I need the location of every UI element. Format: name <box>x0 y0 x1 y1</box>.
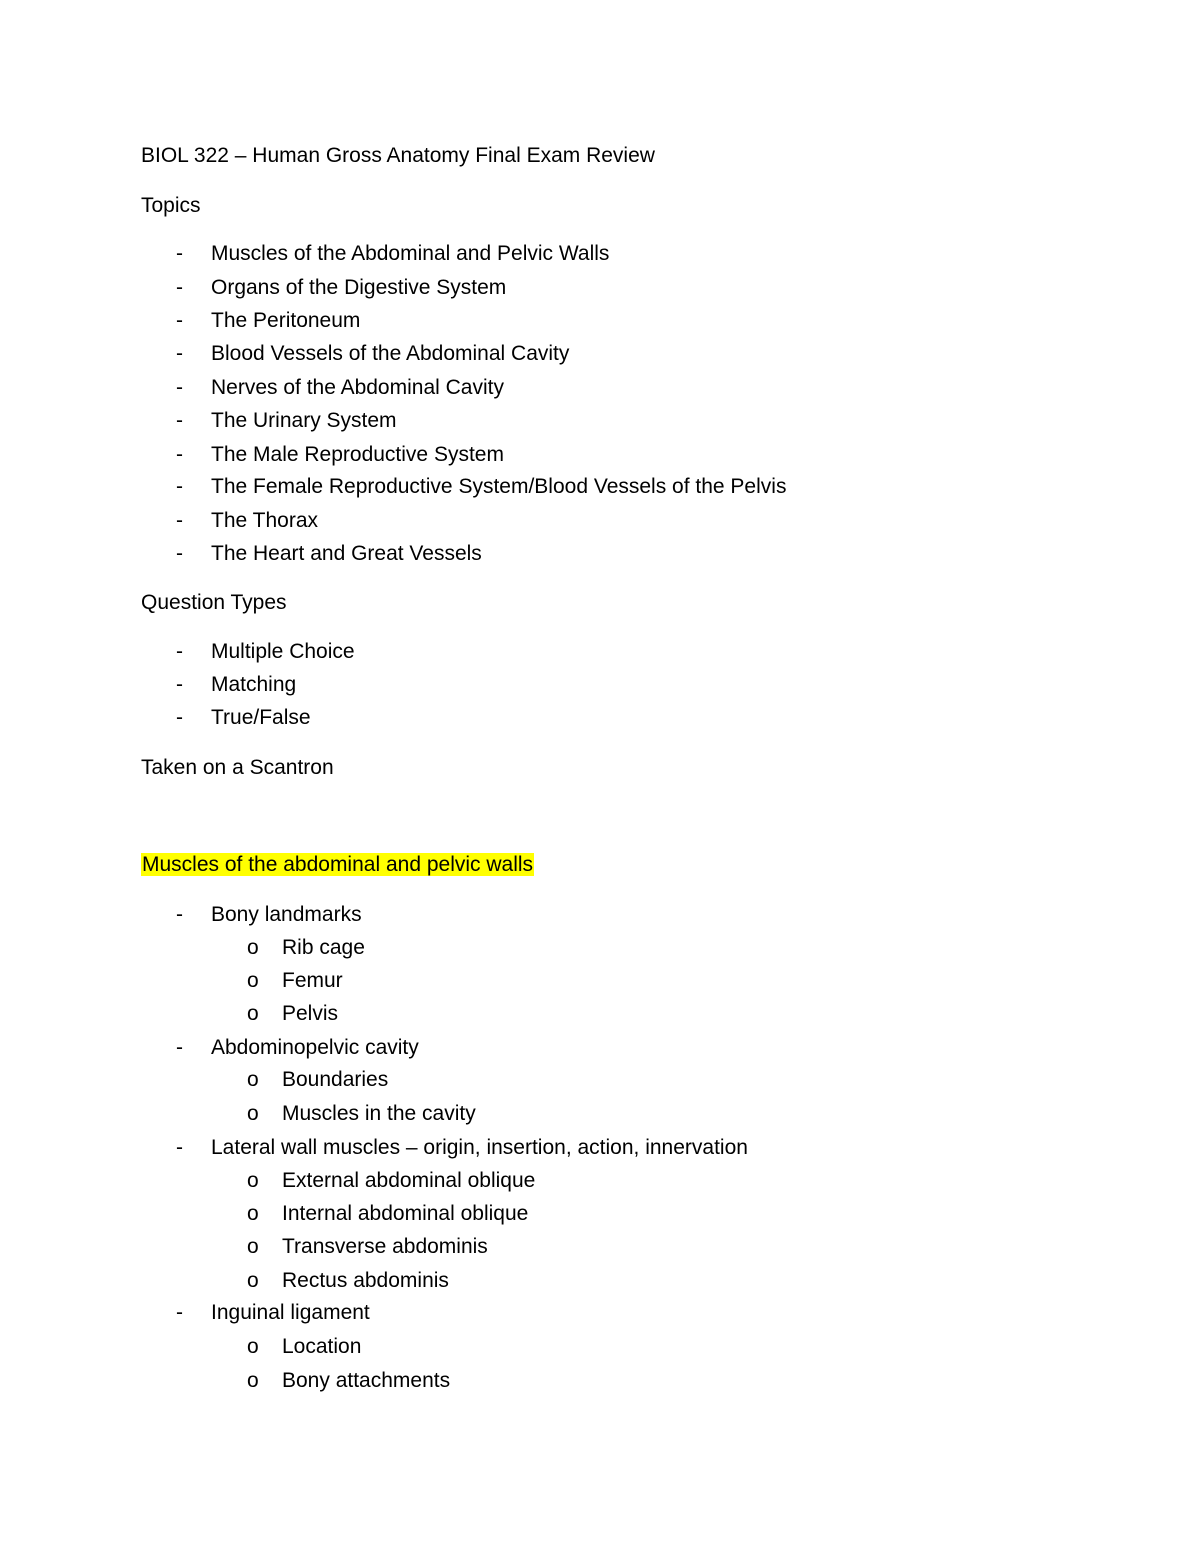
sub-bullet: o <box>247 1169 259 1192</box>
list-dash: - <box>176 342 183 365</box>
document-title: BIOL 322 – Human Gross Anatomy Final Exam Review <box>141 144 655 167</box>
highlighted-heading-text: Muscles of the abdominal and pelvic walls <box>142 853 534 876</box>
outline-subitem: Muscles in the cavity <box>282 1102 476 1125</box>
question-types-heading: Question Types <box>141 591 287 614</box>
outline-subitem: Internal abdominal oblique <box>282 1202 529 1225</box>
list-item: Matching <box>211 673 297 696</box>
outline-subitem: Pelvis <box>282 1002 339 1025</box>
sub-bullet: o <box>247 936 259 959</box>
outline-subitem: Location <box>282 1335 362 1358</box>
list-dash: - <box>176 409 183 432</box>
list-item: Muscles of the Abdominal and Pelvic Walls <box>211 242 610 265</box>
list-dash: - <box>176 1036 183 1059</box>
topics-heading: Topics <box>141 194 201 217</box>
list-dash: - <box>176 242 183 265</box>
outline-subitem: External abdominal oblique <box>282 1169 536 1192</box>
section-heading <box>141 851 534 879</box>
list-item: Organs of the Digestive System <box>211 276 507 299</box>
list-dash: - <box>176 673 183 696</box>
list-dash: - <box>176 475 183 498</box>
list-dash: - <box>176 903 183 926</box>
outline-subitem: Boundaries <box>282 1068 389 1091</box>
list-dash: - <box>176 276 183 299</box>
list-item: Multiple Choice <box>211 640 355 663</box>
list-dash: - <box>176 1301 183 1324</box>
sub-bullet: o <box>247 1235 259 1258</box>
sub-bullet: o <box>247 1068 259 1091</box>
outline-item: Abdominopelvic cavity <box>211 1036 419 1059</box>
sub-bullet: o <box>247 1202 259 1225</box>
list-item: The Female Reproductive System/Blood Vessels of the Pelvis <box>211 475 787 498</box>
sub-bullet: o <box>247 1002 259 1025</box>
list-item: The Male Reproductive System <box>211 443 504 466</box>
list-dash: - <box>176 309 183 332</box>
list-dash: - <box>176 443 183 466</box>
list-dash: - <box>176 706 183 729</box>
sub-bullet: o <box>247 1102 259 1125</box>
outline-subitem: Transverse abdominis <box>282 1235 488 1258</box>
sub-bullet: o <box>247 1335 259 1358</box>
list-item: Blood Vessels of the Abdominal Cavity <box>211 342 570 365</box>
list-item: The Thorax <box>211 509 318 532</box>
list-dash: - <box>176 376 183 399</box>
list-dash: - <box>176 640 183 663</box>
outline-subitem: Femur <box>282 969 343 992</box>
outline-item: Bony landmarks <box>211 903 362 926</box>
list-item: The Heart and Great Vessels <box>211 542 482 565</box>
list-dash: - <box>176 509 183 532</box>
outline-subitem: Rib cage <box>282 936 365 959</box>
outline-subitem: Bony attachments <box>282 1369 451 1392</box>
sub-bullet: o <box>247 1269 259 1292</box>
sub-bullet: o <box>247 969 259 992</box>
outline-subitem: Rectus abdominis <box>282 1269 449 1292</box>
outline-item: Inguinal ligament <box>211 1301 370 1324</box>
outline-item: Lateral wall muscles – origin, insertion, action, innervation <box>211 1136 748 1159</box>
sub-bullet: o <box>247 1369 259 1392</box>
scantron-note: Taken on a Scantron <box>141 756 334 779</box>
list-dash: - <box>176 542 183 565</box>
list-item: The Urinary System <box>211 409 397 432</box>
list-item: The Peritoneum <box>211 309 361 332</box>
list-item: Nerves of the Abdominal Cavity <box>211 376 504 399</box>
list-item: True/False <box>211 706 311 729</box>
list-dash: - <box>176 1136 183 1159</box>
